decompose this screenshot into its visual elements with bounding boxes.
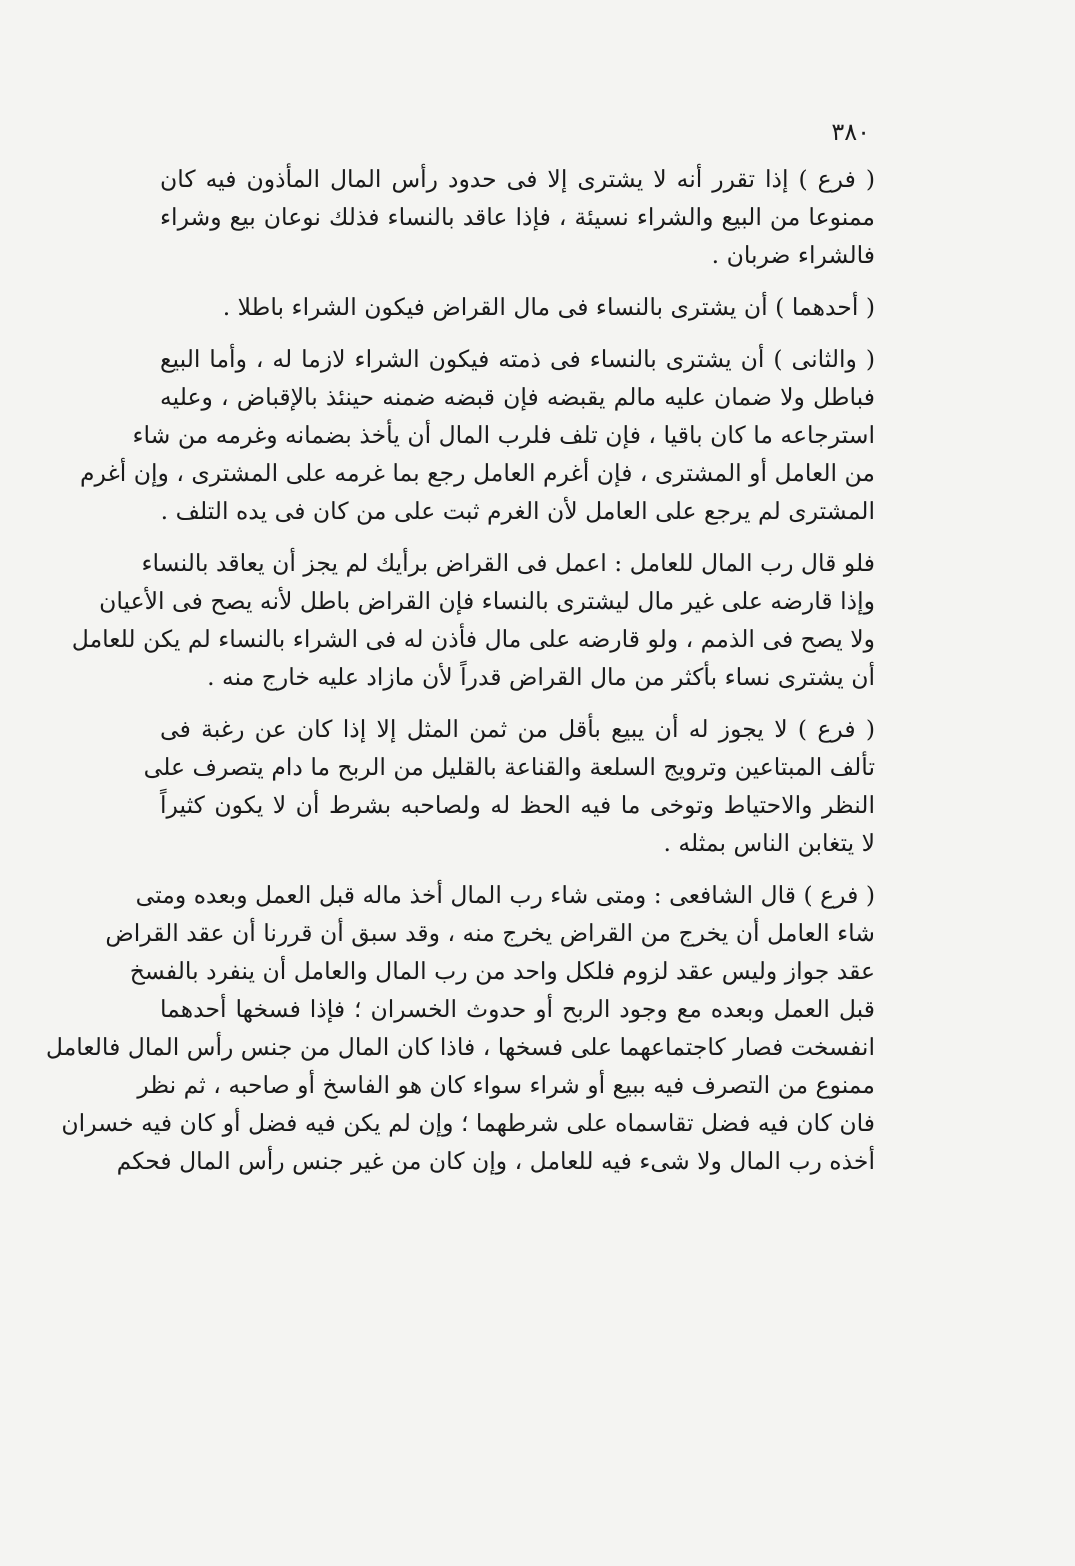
text-line: ( فرع ) لا يجوز له أن يبيع بأقل من ثمن المثل إلا إذا كان عن رغبة فى xyxy=(160,715,875,743)
text-line: المشترى لم يرجع على العامل لأن الغرم ثبت على من كان فى يده التلف . xyxy=(160,497,875,525)
text-line: وإذا قارضه على غير مال ليشترى بالنساء فإن القراض باطل لأنه يصح فى الأعيان xyxy=(99,587,875,615)
text-line: لا يتغابن الناس بمثله . xyxy=(663,829,875,857)
paragraph xyxy=(71,544,875,696)
paragraph-gap xyxy=(160,862,875,876)
text-line: عقد جواز وليس عقد لزوم فلكل واحد من رب المال والعامل أن ينفرد بالفسخ xyxy=(129,957,875,985)
text-line: ( فرع ) قال الشافعى : ومتى شاء رب المال أخذ ماله قبل العمل وبعده ومتى xyxy=(135,881,875,909)
text-line: قبل العمل وبعده مع وجود الربح أو حدوث الخسران ؛ فإذا فسخها أحدهما xyxy=(160,995,875,1023)
paragraph xyxy=(79,340,875,530)
text-line: شاء العامل أن يخرج من القراض يخرج منه ، وقد سبق أن قررنا أن عقد القراض xyxy=(105,919,875,947)
paragraph xyxy=(160,288,875,326)
text-line: ( أحدهما ) أن يشترى بالنساء فى مال القراض فيكون الشراء باطلا . xyxy=(222,293,875,321)
text-line: ممنوعا من البيع والشراء نسيئة ، فإذا عاقد بالنساء فذلك نوعان بيع وشراء xyxy=(160,203,875,231)
text-line: أن يشترى نساء بأكثر من مال القراض قدراً لأن مازاد عليه خارج منه . xyxy=(207,663,875,691)
text-line: ( والثانى ) أن يشترى بالنساء فى ذمته فيكون الشراء لازما له ، وأما البيع xyxy=(160,345,875,373)
paragraph xyxy=(45,876,875,1180)
text-line: فالشراء ضربان . xyxy=(711,241,875,269)
text-line: ( فرع ) إذا تقرر أنه لا يشترى إلا فى حدود رأس المال المأذون فيه كان xyxy=(160,165,875,193)
text-line: ولا يصح فى الذمم ، ولو قارضه على مال فأذن له فى الشراء بالنساء لم يكن للعامل xyxy=(71,625,875,653)
text-line: استرجاعه ما كان باقيا ، فإن تلف فلرب المال أن يأخذ بضمانه وغرمه من شاء xyxy=(132,421,875,449)
text-line: ممنوع من التصرف فيه ببيع أو شراء سواء كان هو الفاسخ أو صاحبه ، ثم نظر xyxy=(137,1071,875,1099)
paragraph-gap xyxy=(160,274,875,288)
text-line: أخذه رب المال ولا شىء فيه للعامل ، وإن كان من غير جنس رأس المال فحكم xyxy=(116,1147,875,1175)
text-line: تألف المبتاعين وترويج السلعة والقناعة بالقليل من الربح ما دام يتصرف على xyxy=(143,753,875,781)
paragraph-gap xyxy=(160,530,875,544)
paragraph xyxy=(160,160,875,274)
text-line: فان كان فيه فضل تقاسماه على شرطهما ؛ وإن لم يكن فيه فضل أو كان فيه خسران xyxy=(61,1109,875,1137)
text-line: فلو قال رب المال للعامل : اعمل فى القراض برأيك لم يجز أن يعاقد بالنساء xyxy=(141,549,875,577)
paragraph-gap xyxy=(160,696,875,710)
paragraph-gap xyxy=(160,326,875,340)
text-line: فباطل ولا ضمان عليه مالم يقبضه فإن قبضه ضمنه حينئذ بالإقباض ، وعليه xyxy=(160,383,875,411)
text-line: انفسخت فصار كاجتماعهما على فسخها ، فاذا كان المال من جنس رأس المال فالعامل xyxy=(45,1033,875,1061)
page-number: ٣٨٠ xyxy=(831,118,870,146)
text-line: النظر والاحتياط وتوخى ما فيه الحظ له ولصاحبه بشرط أن لا يكون كثيراً xyxy=(160,791,875,819)
text-line: من العامل أو المشترى ، فإن أغرم العامل رجع بما غرمه على المشترى ، وإن أغرم xyxy=(79,459,875,487)
paragraph xyxy=(143,710,875,862)
body-text xyxy=(45,160,875,1180)
